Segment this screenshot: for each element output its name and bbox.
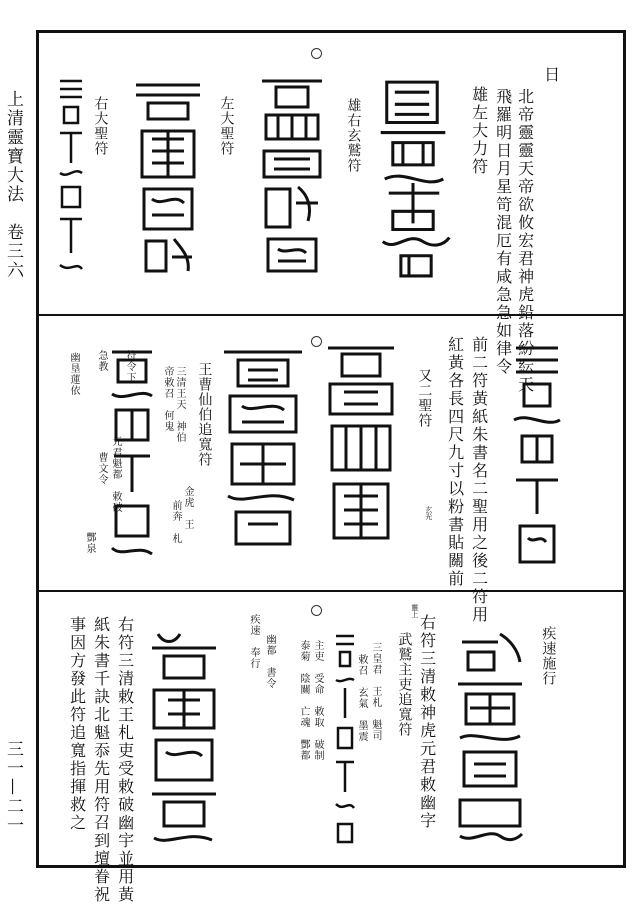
section-divider-1 [36,314,626,316]
talisman-label: 又二聖符 [416,368,433,428]
closing-paragraph-2: 紙朱書千訣北魁忝先用符召到壇眷祝 [91,616,111,904]
talisman-seal-glyph [332,628,358,854]
talisman-inscription: 急教 [96,350,107,372]
sun-heading: 日 [541,66,561,84]
talisman-seal-glyph [104,340,160,576]
margin-title: 上清靈寶大法 卷三六 [3,90,23,280]
small-annotation: 玄光 [424,506,433,520]
section-divider-2 [36,590,626,592]
incantation-line-2: 飛羅明日月星笴混厄有咸急急如律令 [493,88,513,376]
instruction-note-1: 前二符黃紙朱書名二聖用之後二符用 [469,336,489,624]
closing-paragraph-3: 事因方發此符追寬指揮救之 [67,616,87,832]
talisman-inscription: 主吏 受命 敕取 破制 [312,640,323,761]
talisman-inscription: 酆泉 [84,532,95,554]
small-annotation: 靈上 [410,604,419,618]
talisman-seal-glyph [128,72,208,284]
binding-hole [311,48,322,59]
rule-text-2: 武鷲主吏追寬符 [396,632,413,737]
talisman-seal-glyph [252,72,332,284]
talisman-label: 雄右玄鷲符 [345,98,362,173]
talisman-inscription: 帝敕召 何鬼 [162,366,173,432]
talisman-inscription: 幽垦蓮依 [68,352,79,396]
talisman-inscription: 曹文令 [96,452,107,485]
talisman-seal-glyph [218,340,308,554]
closing-paragraph-1: 右符三清敕王札吏受敕破幽宇並用黃 [115,616,135,904]
talisman-inscription: 三清王天 神伯 [174,366,185,443]
talisman-inscription: 元君魁都 敕破 [110,436,121,513]
talisman-label: 右大聖符 [92,96,109,156]
talisman-inscription: 前奔 札 [170,500,181,544]
margin-page-number: 三一—二一 [3,740,23,835]
talisman-inscription: 泰菊 陰關 亡魂 酆都 [298,640,309,761]
binding-hole [311,605,322,616]
rule-text-1: 右符三清敕神虎元君敕幽字 [417,614,437,830]
talisman-seal-glyph [144,626,224,852]
talisman-inscription: 符令下 [124,350,135,383]
talisman-inscription: 幽都 書令 [264,634,275,689]
instruction-note-2: 紅黃各長四尺九寸以粉書貼關前 [445,336,465,588]
talisman-inscription: 疾速 奉行 [248,614,259,669]
incantation-line-1: 北帝靈靈天帝欲攸宏君神虎鉛落紛紜天 [515,88,535,394]
talisman-inscription: 敕召 玄氣 墨震 [356,654,367,742]
talisman-seal-glyph [450,628,530,854]
section-heading: 疾速施行 [540,626,557,686]
talisman-inscription: 金虎 王 [182,486,193,530]
talisman-seal-glyph [318,340,404,554]
talisman-seal-glyph [508,340,566,578]
talisman-label: 左大聖符 [218,96,235,156]
talisman-inscription: 三皇君 王札 魁司 [370,642,381,741]
talisman-seal-glyph [54,72,88,284]
talisman-label: 雄左大力符 [469,86,489,176]
talisman-label: 王曹仙伯追寬符 [196,362,213,467]
talisman-seal-glyph [372,72,454,284]
